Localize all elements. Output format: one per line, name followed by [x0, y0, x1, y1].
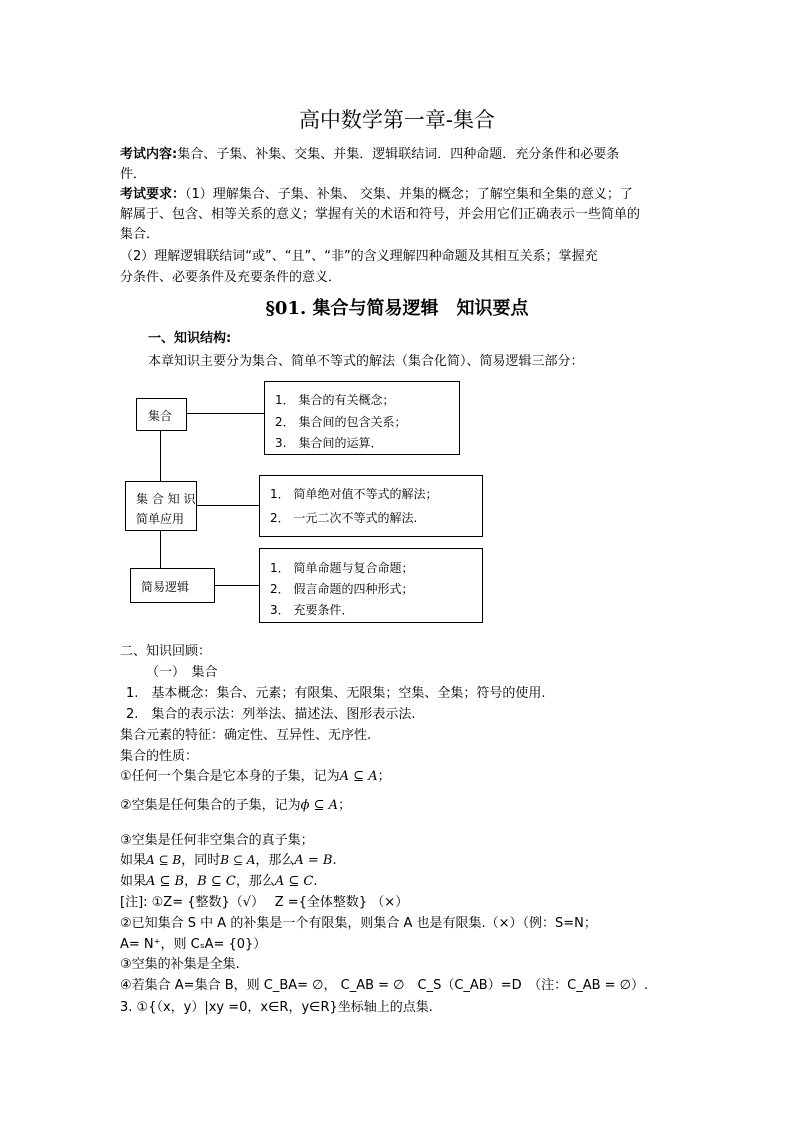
review-line: ③空集是任何非空集合的真子集； — [120, 833, 314, 848]
exam-req-line-1 — [120, 183, 633, 202]
review-line-empty-subset — [120, 794, 351, 813]
text: ①任何一个集合是它本身的子集，记为 — [120, 769, 340, 784]
text: ， — [184, 874, 198, 889]
text: ； — [377, 769, 391, 784]
review-heading: 二、知识回顾： — [120, 644, 212, 659]
review-line: 集合的性质： — [120, 749, 199, 764]
math-expr: B ⊆ A — [220, 853, 256, 867]
review-line: ④若集合 A=集合 B，则 C_BA= ∅， C_AB = ∅ C_S（C_AB）=D （注：C_AB = ∅）. — [120, 978, 649, 993]
text: . — [313, 874, 318, 889]
text: ，同时 — [181, 853, 221, 868]
math-expr: A ⊆ C — [274, 874, 314, 889]
math-expr: A ⊆ B — [146, 853, 182, 867]
box3-item: 1． 简单命题与复合命题； — [270, 561, 414, 575]
knowledge-intro: 本章知识主要分为集合、简单不等式的解法（集合化简）、简易逻辑三部分： — [148, 354, 584, 369]
exam-req-text-3: 集合． — [120, 227, 160, 242]
text: ②空集是任何集合的子集，记为 — [120, 798, 301, 813]
connector-set-app — [160, 431, 161, 481]
exam-req-text-2: 解属于、包含、相等关系的意义；掌握有关的术语和符号，并会用它们正确表示一些简单的 — [120, 207, 641, 222]
box-set-topics — [264, 381, 460, 455]
exam-req-text-1: （1）理解集合、子集、补集、 交集、并集的概念；了解空集和全集的意义；了 — [185, 187, 633, 202]
box3-item: 3． 充要条件． — [270, 603, 354, 617]
box3-item: 2． 假言命题的四种形式； — [270, 582, 414, 596]
box-inequality-topics — [259, 475, 483, 537]
box1-item: 3. 集合间的运算． — [275, 436, 383, 450]
text: ，那么 — [255, 853, 295, 868]
node-app-label-1: 集 合 知 识 — [136, 492, 196, 506]
math-expr: B ⊆ C — [197, 874, 236, 889]
review-line-equality — [120, 849, 337, 868]
exam-req-text-4: （2）理解逻辑联结词“或”、“且”、“非”的含义理解四种命题及其相互关系；掌握充 — [120, 249, 598, 264]
review-line: ③空集的补集是全集. — [120, 957, 240, 972]
box-logic-topics — [259, 548, 483, 623]
review-line-transitive — [120, 870, 317, 889]
exam-content-text-2: 件． — [120, 167, 147, 182]
review-line-subset-self — [120, 765, 391, 784]
node-set-label: 集合 — [148, 409, 173, 423]
node-logic-label: 简易逻辑 — [141, 580, 190, 594]
review-line: [注]: ①Z= {整数}（√） Z ={全体整数} （×） — [120, 895, 409, 910]
node-logic — [130, 568, 215, 603]
exam-req-text-5: 分条件、必要条件及充要条件的意义． — [120, 270, 342, 285]
math-expr: A ⊆ B — [146, 874, 185, 889]
review-line: ②已知集合 S 中 A 的补集是一个有限集，则集合 A 也是有限集.（×）（例：S=N； — [120, 916, 597, 931]
exam-content-label: 考试内容: — [120, 147, 178, 162]
knowledge-heading: 一、知识结构: — [148, 331, 232, 346]
box2-item: 1． 简单绝对值不等式的解法； — [270, 487, 438, 501]
page-title: 高中数学第一章-集合 — [298, 108, 496, 132]
node-knowledge-app — [125, 481, 197, 531]
exam-content-line-1 — [120, 143, 619, 162]
text: 如果 — [120, 874, 147, 889]
box2-item: 2． 一元二次不等式的解法. — [270, 511, 418, 525]
node-app-label-2: 简单应用 — [136, 512, 185, 526]
section-title: §01. 集合与简易逻辑 知识要点 — [265, 298, 529, 319]
review-line: A= N⁺，则 CₛA= {0}） — [120, 937, 267, 952]
connector-app-logic — [160, 530, 161, 568]
review-line: 1. 基本概念：集合、元素；有限集、无限集；空集、全集；符号的使用. — [126, 686, 546, 701]
text: ； — [338, 798, 352, 813]
review-line: 2. 集合的表示法：列举法、描述法、图形表示法. — [126, 707, 416, 722]
math-expr: A = B. — [294, 853, 337, 868]
connector-set-box1 — [186, 413, 265, 414]
review-line: 3. ①{（x，y）|xy =0，x∈R，y∈R}坐标轴上的点集. — [120, 1000, 433, 1015]
text: 如果 — [120, 853, 147, 868]
math-expr: A ⊆ A — [339, 769, 378, 784]
math-expr: ϕ ⊆ A — [300, 798, 339, 813]
exam-req-label: 考试要求： — [120, 187, 186, 202]
connector-app-box2 — [196, 505, 260, 506]
exam-content-text-1: 集合、子集、补集、交集、并集．逻辑联结词．四种命题．充分条件和必要条 — [177, 147, 620, 162]
review-sub-heading: （一） 集合 — [146, 665, 218, 680]
connector-logic-box3 — [214, 585, 260, 586]
box1-item: 2． 集合间的包含关系； — [275, 415, 407, 429]
text: ，那么 — [235, 874, 275, 889]
node-set — [136, 398, 187, 431]
box1-item: 1． 集合的有关概念； — [275, 393, 395, 407]
review-line: 集合元素的特征：确定性、互异性、无序性. — [120, 728, 372, 743]
